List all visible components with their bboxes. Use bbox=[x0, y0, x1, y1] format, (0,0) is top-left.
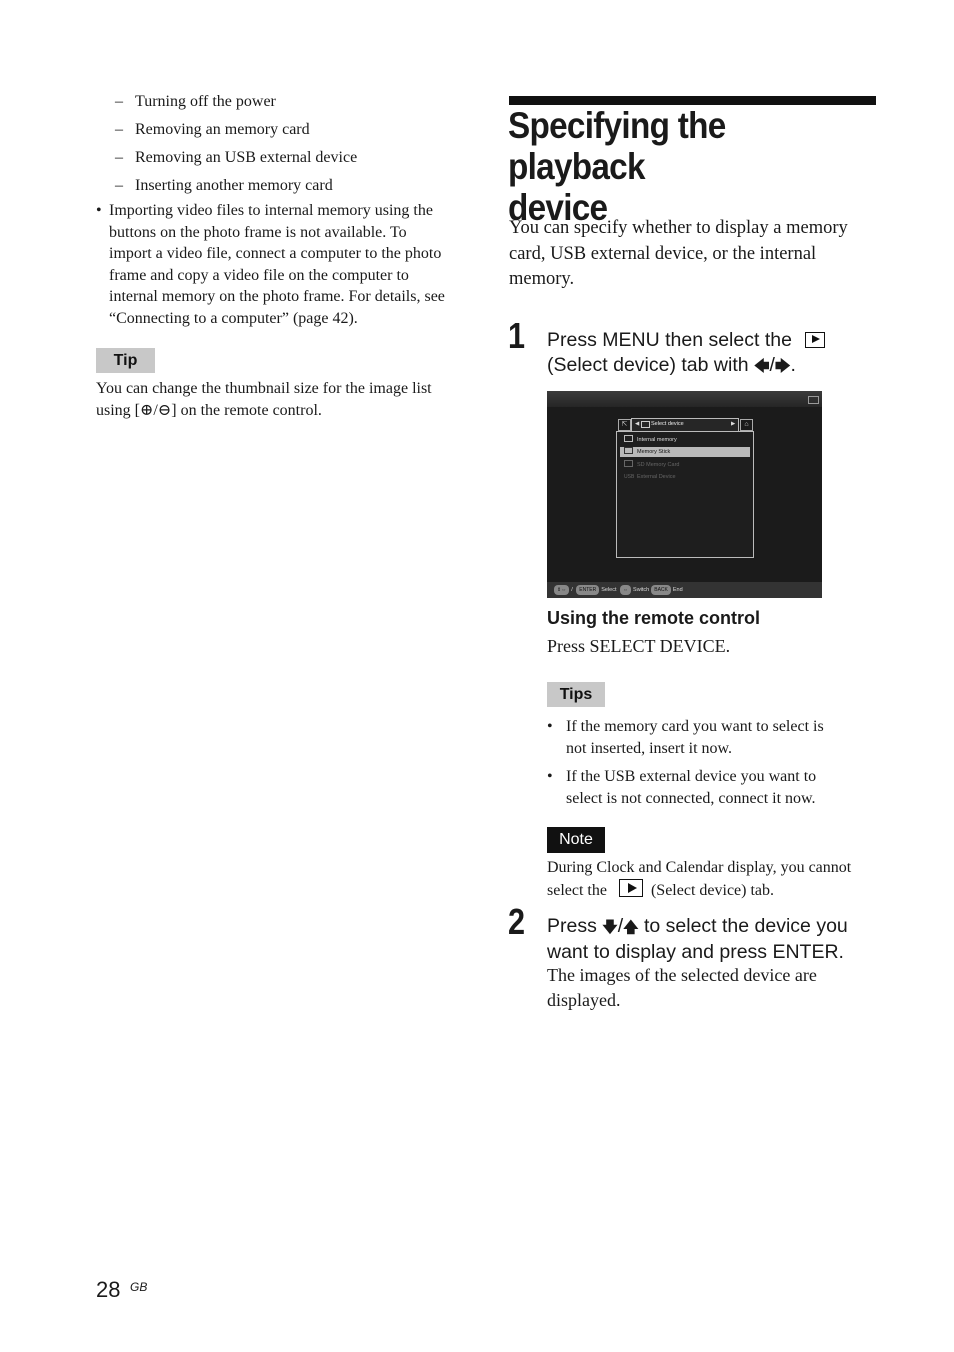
title-rule bbox=[509, 96, 876, 105]
screen-top-bar bbox=[547, 391, 822, 407]
list-item: – Removing an USB external device bbox=[115, 149, 358, 166]
page-number: 28 bbox=[96, 1277, 121, 1302]
list-item: – Turning off the power bbox=[115, 93, 276, 110]
remote-control-text: Press SELECT DEVICE. bbox=[547, 636, 731, 656]
screen-tab-title: Select device bbox=[651, 421, 684, 427]
note-label: Note bbox=[547, 827, 605, 853]
tip-label: Tip bbox=[96, 348, 155, 373]
step-1-heading: Press MENU then select the (Select device) tab with 🡄/🡆. bbox=[547, 328, 882, 379]
tips-item: • If the USB external device you want to select is not connected, connect it now. bbox=[547, 768, 817, 807]
tab-next-icon: ⌂ bbox=[740, 419, 753, 431]
battery-icon bbox=[808, 396, 819, 404]
updown-key-icon: ⇕⇔ bbox=[554, 585, 569, 595]
page-title: Specifying the playback device bbox=[508, 105, 726, 228]
sd-card-icon bbox=[624, 460, 633, 467]
arrow-right-icon: 🡆 bbox=[774, 358, 791, 375]
bullet-paragraph: • Importing video files to internal memory using the buttons on the photo frame is not available. To import a video file, connect a computer to the photo frame and copy a video file on the computer to internal memory on the photo frame. For details, see “Connecting to a computer” (page 42). bbox=[96, 202, 445, 327]
back-key-icon: BACK bbox=[651, 585, 671, 595]
playback-tab-icon bbox=[805, 332, 825, 348]
enter-key-icon: ENTER bbox=[576, 585, 599, 595]
remote-control-heading: Using the remote control bbox=[547, 608, 761, 628]
screen-list-item[interactable]: SD Memory Card bbox=[620, 460, 750, 470]
step-2-number: 2 bbox=[508, 901, 526, 942]
tip-text: You can change the thumbnail size for the image list using [⊕/⊖] on the remote control. bbox=[96, 380, 432, 419]
device-screenshot bbox=[547, 391, 822, 598]
screen-list-item[interactable]: USB External Device bbox=[624, 474, 676, 480]
tab-prev-icon: ⇱ bbox=[618, 419, 631, 431]
list-item: – Inserting another memory card bbox=[115, 177, 333, 194]
arrow-left-icon: 🡄 bbox=[754, 358, 770, 375]
screen-list-item[interactable]: Internal memory bbox=[620, 435, 750, 445]
arrow-up-icon: 🡅 bbox=[623, 919, 639, 936]
tab-left-arrow-icon: ◀ bbox=[635, 421, 640, 427]
screen-list-item-selected[interactable]: Memory Stick bbox=[620, 447, 750, 457]
playback-tab-small-icon bbox=[641, 421, 650, 428]
note-text: During Clock and Calendar display, you cannot select the (Select device) tab. bbox=[547, 859, 852, 899]
memory-stick-icon bbox=[624, 447, 633, 454]
tab-right-arrow-icon: ▶ bbox=[731, 421, 736, 427]
screen-help-text: ⇕⇔ / ENTER Select ⇔ Switch BACK End bbox=[552, 585, 683, 595]
zoom-out-icon: ⊖ bbox=[157, 402, 172, 419]
region-code: GB bbox=[130, 1280, 148, 1294]
list-item: – Removing an memory card bbox=[115, 121, 310, 138]
step-1-number: 1 bbox=[508, 315, 526, 356]
intro-paragraph: You can specify whether to display a memory card, USB external device, or the internal memory. bbox=[509, 218, 848, 289]
playback-tab-icon bbox=[619, 879, 643, 897]
switch-key-icon: ⇔ bbox=[620, 585, 631, 595]
internal-memory-icon bbox=[624, 435, 633, 442]
step-2-body: The images of the selected device are displayed. bbox=[547, 965, 817, 1010]
step-2-heading: Press 🡇/🡅 to select the device you want to display and press ENTER. bbox=[547, 915, 848, 963]
zoom-in-icon: ⊕ bbox=[140, 402, 154, 419]
usb-icon: USB bbox=[624, 474, 635, 480]
tips-label: Tips bbox=[547, 682, 605, 707]
tips-item: • If the memory card you want to select is not inserted, insert it now. bbox=[547, 718, 824, 757]
arrow-down-icon: 🡇 bbox=[602, 919, 618, 936]
